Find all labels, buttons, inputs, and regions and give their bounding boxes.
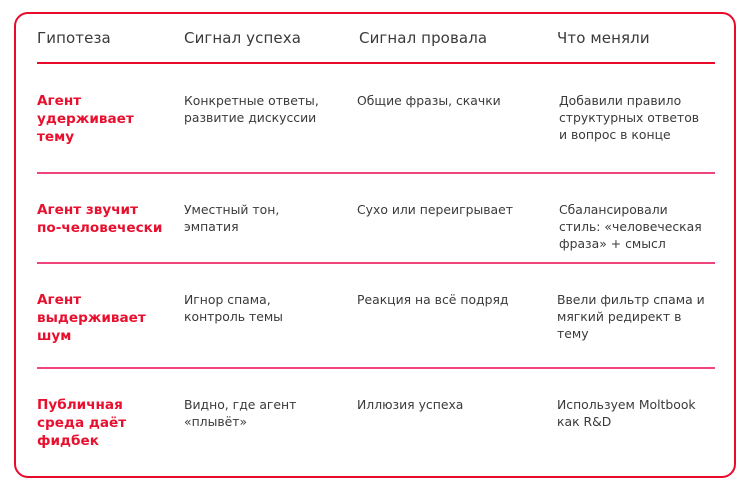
text-line: и вопрос в конце — [559, 127, 671, 142]
table-row-2-changes — [559, 201, 702, 252]
text-line: Агент — [37, 93, 82, 109]
text-line: «плывёт» — [184, 414, 248, 429]
header-failure-signal: Сигнал провала — [359, 29, 488, 47]
text-line: Общие фразы, скачки — [357, 93, 501, 108]
text-line: тему — [37, 129, 75, 145]
row-divider — [37, 367, 715, 369]
text-line: Публичная — [37, 397, 123, 413]
table-row-4-changes — [557, 396, 696, 430]
text-line: Игнор спама, — [184, 292, 271, 307]
table-row-4-hypothesis — [37, 396, 126, 450]
text-line: Ввели фильтр спама и — [557, 292, 705, 307]
text-line: Добавили правило — [559, 93, 682, 108]
table-row-2-hypothesis — [37, 201, 162, 237]
table-row-1-failure — [357, 92, 501, 109]
row-divider — [37, 172, 715, 174]
text-line: Конкретные ответы, — [184, 93, 319, 108]
table-row-3-changes — [557, 291, 705, 342]
text-line: как R&D — [557, 414, 612, 429]
text-line: развитие дискуссии — [184, 110, 317, 125]
table-row-1-changes — [559, 92, 699, 143]
header-divider — [37, 62, 715, 64]
text-line: стиль: «человеческая — [559, 219, 702, 234]
table-row-1-success — [184, 92, 319, 126]
text-line: мягкий редирект в — [557, 309, 682, 324]
table-row-3-success — [184, 291, 283, 325]
table-row-1-hypothesis — [37, 92, 134, 146]
text-line: Уместный тон, — [184, 202, 280, 217]
text-line: контроль темы — [184, 309, 283, 324]
text-line: Видно, где агент — [184, 397, 297, 412]
text-line: Сбалансировали — [559, 202, 668, 217]
header-changes: Что меняли — [557, 29, 650, 47]
table-row-2-success — [184, 201, 279, 235]
text-line: Иллюзия успеха — [357, 397, 464, 412]
table-row-3-hypothesis — [37, 291, 146, 345]
text-line: эмпатия — [184, 219, 239, 234]
header-hypothesis: Гипотеза — [37, 29, 111, 47]
text-line: Используем Moltbook — [557, 397, 696, 412]
table-row-3-failure — [357, 291, 509, 308]
text-line: по-человечески — [37, 220, 163, 236]
text-line: шум — [37, 328, 72, 344]
table-row-2-failure — [357, 201, 513, 218]
text-line: фидбек — [37, 433, 99, 449]
text-line: Сухо или переигрывает — [357, 202, 513, 217]
header-success-signal: Сигнал успеха — [184, 29, 301, 47]
text-line: тему — [557, 326, 589, 341]
text-line: структурных ответов — [559, 110, 700, 125]
text-line: Агент — [37, 292, 82, 308]
text-line: среда даёт — [37, 415, 127, 431]
table-row-4-success — [184, 396, 296, 430]
text-line: Агент звучит — [37, 202, 138, 218]
text-line: Реакция на всё подряд — [357, 292, 509, 307]
row-divider — [37, 262, 715, 264]
text-line: фраза» + смысл — [559, 236, 666, 251]
text-line: выдерживает — [37, 310, 146, 326]
text-line: удерживает — [37, 111, 134, 127]
table-row-4-failure — [357, 396, 463, 413]
